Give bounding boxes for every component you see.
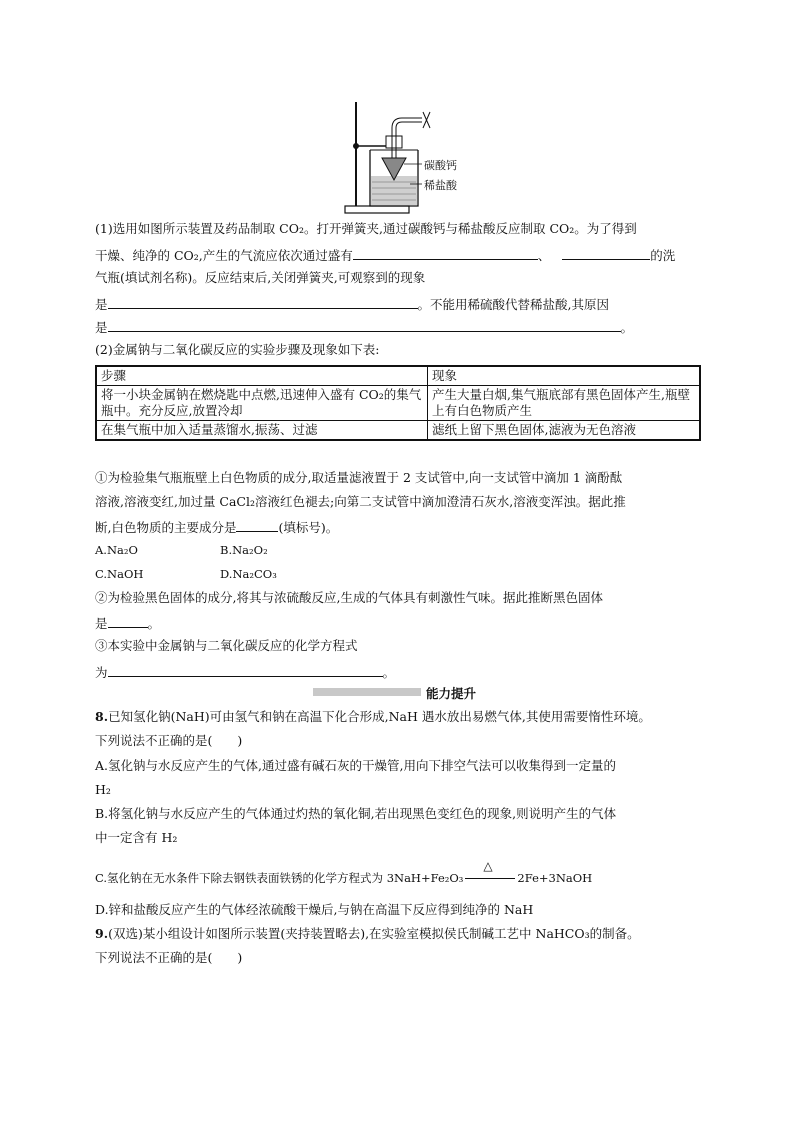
table-cell: 在集气瓶中加入适量蒸馏水,振荡、过滤 xyxy=(96,421,428,441)
q2-intro: (2)金属钠与二氧化碳反应的实验步骤及现象如下表: xyxy=(95,342,380,357)
q1-line2: 干燥、纯净的 CO₂,产生的气流应依次通过盛有 、 的洗 xyxy=(95,248,676,263)
table-header-row xyxy=(96,366,700,386)
table-row xyxy=(96,386,700,421)
section-title: 能力提升 xyxy=(426,686,477,701)
q9-stem-line1: 9.(双选)某小组设计如图所示装置(夹持装置略去),在实验室模拟侯氏制碱工艺中 NaHCO₃的制备。 xyxy=(95,926,640,941)
option-c[interactable]: C.NaOH xyxy=(95,567,144,581)
sub2-line2: 是 。 xyxy=(95,616,161,631)
q9-stem-line2: 下列说法不正确的是( ) xyxy=(95,950,243,965)
table-header: 现象 xyxy=(428,366,701,386)
q1-line5: 是 。 xyxy=(95,320,634,335)
table-cell: 滤纸上留下黑色固体,滤液为无色溶液 xyxy=(428,421,701,441)
question-number: 8. xyxy=(95,709,109,724)
sub1-line3: 断,白色物质的主要成分是 (填标号)。 xyxy=(95,520,339,535)
answer-blank[interactable] xyxy=(562,246,650,260)
q8-stem-line2: 下列说法不正确的是( ) xyxy=(95,733,243,748)
q8-option-a-line2: H₂ xyxy=(95,782,111,797)
question-number: 9. xyxy=(95,926,109,941)
q8-option-a-line1[interactable]: A.氢化钠与水反应产生的气体,通过盛有碱石灰的干燥管,用向下排空气法可以收集得到一定量的 xyxy=(95,758,616,773)
table-cell: 产生大量白烟,集气瓶底部有黑色固体产生,瓶壁上有白色物质产生 xyxy=(428,386,701,421)
figure-label-hcl: 稀盐酸 xyxy=(424,179,457,192)
answer-blank[interactable] xyxy=(353,246,538,260)
q8-option-c[interactable]: C.氢化钠在无水条件下除去钢铁表面铁锈的化学方程式为 3NaH+Fe₂O₃ △ 2Fe+3NaOH xyxy=(95,859,593,885)
q1-line3: 气瓶(填试剂名称)。反应结束后,关闭弹簧夹,可观察到的现象 xyxy=(95,270,426,285)
experiment-table xyxy=(95,365,701,441)
answer-blank[interactable] xyxy=(108,614,148,628)
q8-stem-line1: 8.已知氢化钠(NaH)可由氢气和钠在高温下化合形成,NaH 遇水放出易燃气体,其使用需要惰性环境。 xyxy=(95,709,651,724)
q8-option-d[interactable]: D.锌和盐酸反应产生的气体经浓硫酸干燥后,与钠在高温下反应得到纯净的 NaH xyxy=(95,902,534,917)
reaction-arrow xyxy=(463,859,517,885)
heat-symbol: △ xyxy=(483,859,493,873)
table-row xyxy=(96,421,700,441)
sub3-line1: ③本实验中金属钠与二氧化碳反应的化学方程式 xyxy=(95,638,358,653)
table-header: 步骤 xyxy=(96,366,428,386)
q1-line4: 是 。不能用稀硫酸代替稀盐酸,其原因 xyxy=(95,297,609,312)
section-bar xyxy=(313,688,421,696)
sub1-line2: 溶液,溶液变红,加过量 CaCl₂溶液红色褪去;向第二支试管中滴加澄清石灰水,溶液变浑浊。据此推 xyxy=(95,494,626,509)
option-a[interactable]: A.Na₂O xyxy=(95,543,138,557)
option-d[interactable]: D.Na₂CO₃ xyxy=(220,567,277,581)
q8-option-b-line1[interactable]: B.将氢化钠与水反应产生的气体通过灼热的氧化铜,若出现黑色变红色的现象,则说明产生的气体 xyxy=(95,806,617,821)
answer-blank[interactable] xyxy=(236,518,278,532)
figure-label-caco3: 碳酸钙 xyxy=(424,159,457,172)
answer-blank[interactable] xyxy=(108,663,383,677)
sub2-line1: ②为检验黑色固体的成分,将其与浓硫酸反应,生成的气体具有刺激性气味。据此推断黑色固体 xyxy=(95,590,603,605)
answer-blank[interactable] xyxy=(108,295,418,309)
answer-blank[interactable] xyxy=(108,318,621,332)
sub3-line2: 为 。 xyxy=(95,665,396,680)
option-b[interactable]: B.Na₂O₂ xyxy=(220,543,268,557)
q8-option-b-line2: 中一定含有 H₂ xyxy=(95,830,178,845)
q1-line1: (1)选用如图所示装置及药品制取 CO₂。打开弹簧夹,通过碳酸钙与稀盐酸反应制取 CO₂。为了得到 xyxy=(95,221,637,236)
table-cell: 将一小块金属钠在燃烧匙中点燃,迅速伸入盛有 CO₂的集气瓶中。充分反应,放置冷却 xyxy=(96,386,428,421)
sub1-line1: ①为检验集气瓶瓶壁上白色物质的成分,取适量滤液置于 2 支试管中,向一支试管中滴加 1 滴酚酞 xyxy=(95,470,623,485)
